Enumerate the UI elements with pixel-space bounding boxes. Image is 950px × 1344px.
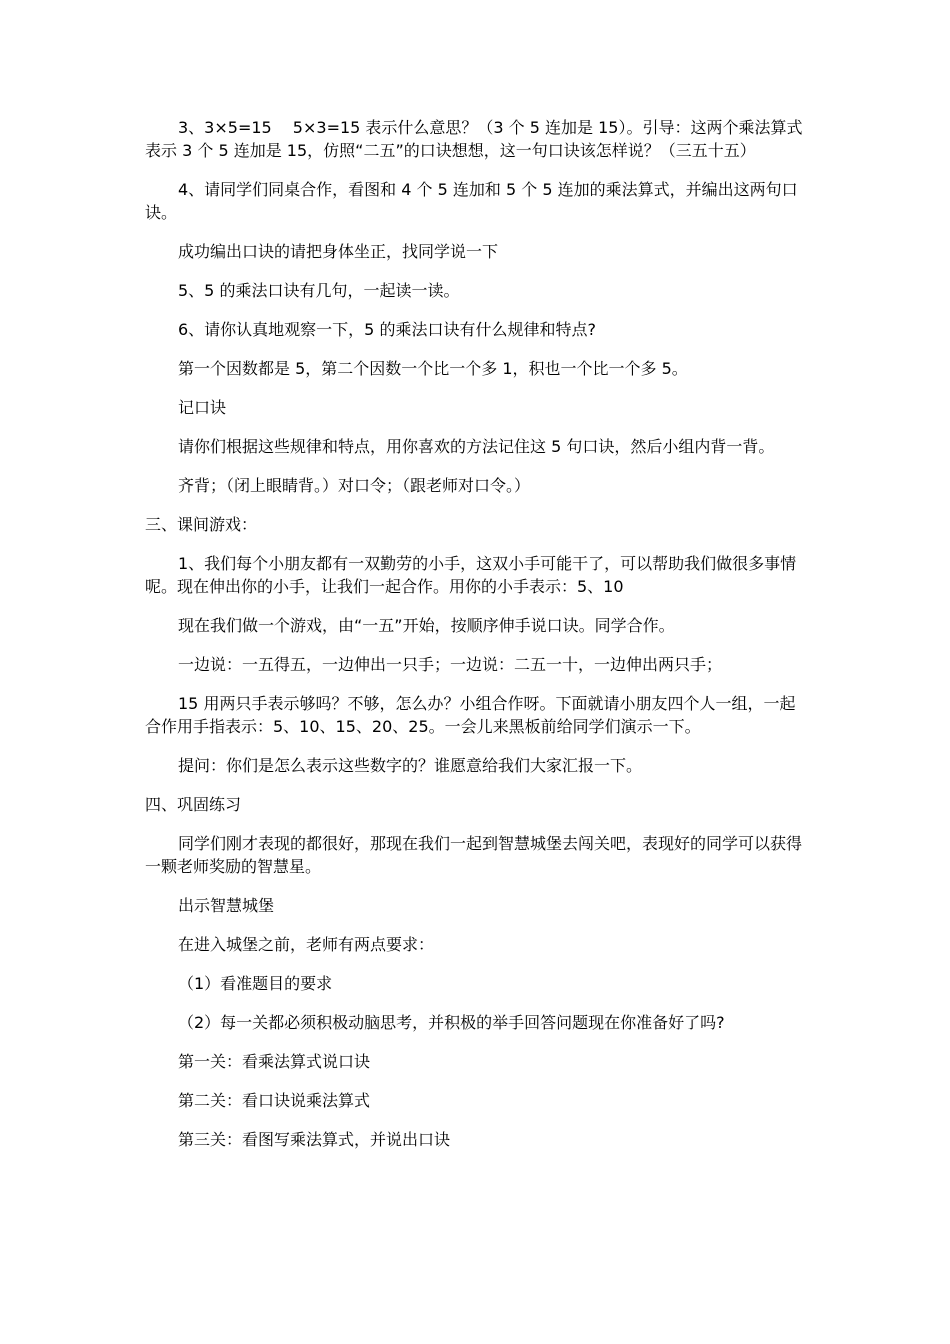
paragraph: 第一个因数都是 5，第二个因数一个比一个多 1，积也一个比一个多 5。 (178, 359, 688, 378)
paragraph: 第三关：看图写乘法算式，并说出口诀 (178, 1130, 451, 1149)
paragraph: 第二关：看口诀说乘法算式 (178, 1091, 371, 1110)
paragraph: 第一关：看乘法算式说口诀 (178, 1052, 371, 1071)
paragraph: 请你们根据这些规律和特点，用你喜欢的方法记住这 5 句口诀，然后小组内背一背。 (178, 437, 775, 456)
paragraph: 记口诀 (178, 398, 227, 417)
paragraph: 在进入城堡之前，老师有两点要求： (178, 935, 435, 954)
section-heading: 四、巩固练习 (145, 795, 242, 814)
paragraph: 齐背；（闭上眼睛背。）对口令；（跟老师对口令。） (178, 476, 531, 495)
paragraph: 4、请同学们同桌合作，看图和 4 个 5 连加和 5 个 5 连加的乘法算式，并编出这两句口诀。 (145, 180, 798, 222)
paragraph: 同学们刚才表现的都很好，那现在我们一起到智慧城堡去闯关吧，表现好的同学可以获得一颗老师奖励的智慧星。 (145, 834, 803, 876)
paragraph: （1）看准题目的要求 (178, 974, 333, 993)
paragraph: 5、5 的乘法口诀有几句，一起读一读。 (178, 281, 460, 300)
paragraph: 成功编出口诀的请把身体坐正，找同学说一下 (178, 242, 499, 261)
section-heading: 三、课间游戏： (145, 515, 258, 534)
paragraph: 6、请你认真地观察一下，5 的乘法口诀有什么规律和特点? (178, 320, 596, 339)
paragraph: 3、3×5=15 5×3=15 表示什么意思？（3 个 5 连加是 15）。引导：这两个乘法算式表示 3 个 5 连加是 15，仿照“二五”的口诀想想，这一句口诀该怎样说？（三五十五） (145, 118, 803, 160)
paragraph: （2）每一关都必须积极动脑思考，并积极的举手回答问题现在你准备好了吗? (178, 1013, 725, 1032)
paragraph: 1、我们每个小朋友都有一双勤劳的小手，这双小手可能干了，可以帮助我们做很多事情呢。现在伸出你的小手，让我们一起合作。用你的小手表示：5、10 (145, 554, 797, 596)
paragraph: 一边说：一五得五，一边伸出一只手；一边说：二五一十，一边伸出两只手； (178, 655, 723, 674)
paragraph: 提问：你们是怎么表示这些数字的？谁愿意给我们大家汇报一下。 (178, 756, 643, 775)
paragraph: 15 用两只手表示够吗？不够，怎么办？小组合作呀。下面就请小朋友四个人一组，一起合作用手指表示：5、10、15、20、25。一会儿来黑板前给同学们演示一下。 (145, 694, 796, 736)
document-body (145, 116, 807, 1167)
paragraph: 出示智慧城堡 (178, 896, 275, 915)
paragraph: 现在我们做一个游戏，由“一五”开始，按顺序伸手说口诀。同学合作。 (178, 616, 675, 635)
